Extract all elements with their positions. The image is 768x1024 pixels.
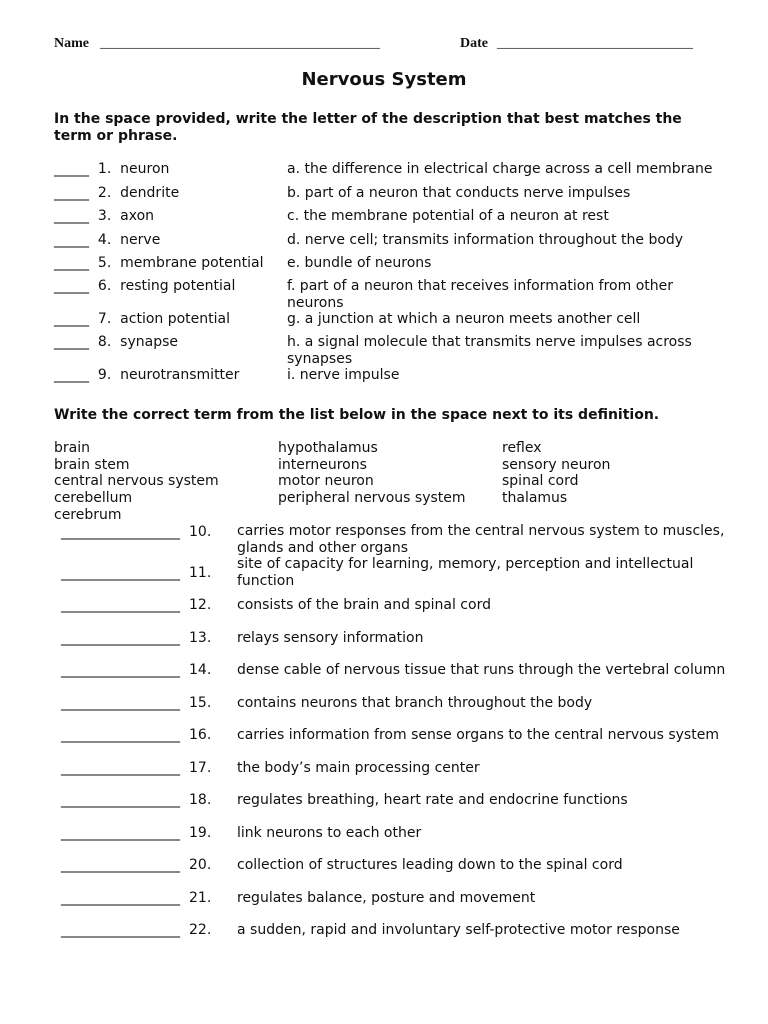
term-row bbox=[54, 367, 239, 384]
definition-text: consists of the brain and spinal cord bbox=[237, 597, 491, 613]
term-text: resting potential bbox=[120, 278, 236, 294]
answer-blank[interactable]: _____ bbox=[54, 278, 89, 294]
answer-blank[interactable]: _____ bbox=[54, 367, 89, 383]
name-label: Name bbox=[54, 36, 89, 51]
answer-blank[interactable]: _________________ bbox=[61, 727, 180, 743]
term-text: synapse bbox=[120, 334, 178, 350]
definition-text: the body’s main processing center bbox=[237, 760, 480, 776]
answer-blank[interactable]: _________________ bbox=[61, 922, 180, 938]
description-item: f. part of a neuron that receives information from other neurons bbox=[287, 278, 674, 311]
item-number: 21. bbox=[189, 890, 212, 906]
date-label: Date bbox=[460, 36, 488, 51]
definition-text: carries motor responses from the central nervous system to muscles, glands and other organs bbox=[237, 523, 725, 556]
term-row bbox=[54, 278, 235, 295]
definition-text: a sudden, rapid and involuntary self-protective motor response bbox=[237, 922, 680, 938]
answer-blank[interactable]: _________________ bbox=[61, 792, 180, 808]
term-text: dendrite bbox=[120, 185, 180, 201]
word-bank-term: brain stem bbox=[54, 457, 130, 473]
definition-text: contains neurons that branch throughout the body bbox=[237, 695, 593, 711]
definition-text: relays sensory information bbox=[237, 630, 424, 646]
answer-blank[interactable]: _________________ bbox=[61, 857, 180, 873]
term-text: nerve bbox=[120, 232, 161, 248]
term-number: 3. bbox=[97, 208, 112, 224]
word-bank-term: spinal cord bbox=[502, 473, 579, 489]
term-row bbox=[54, 185, 179, 202]
definition-text: dense cable of nervous tissue that runs through the vertebral column bbox=[237, 662, 726, 678]
term-row bbox=[54, 334, 178, 351]
definition-text: regulates breathing, heart rate and endocrine functions bbox=[237, 792, 628, 808]
definition-text: site of capacity for learning, memory, perception and intellectual function bbox=[237, 556, 694, 589]
answer-blank[interactable]: _____ bbox=[54, 334, 89, 350]
term-text: neuron bbox=[120, 161, 170, 177]
description-item: g. a junction at which a neuron meets another cell bbox=[287, 311, 641, 327]
description-item: h. a signal molecule that transmits nerve impulses across synapses bbox=[287, 334, 692, 367]
item-number: 10. bbox=[189, 524, 212, 540]
item-number: 14. bbox=[189, 662, 212, 678]
answer-blank[interactable]: _____ bbox=[54, 311, 89, 327]
term-number: 4. bbox=[97, 232, 112, 248]
word-bank-term: cerebrum bbox=[54, 507, 122, 523]
description-item: d. nerve cell; transmits information throughout the body bbox=[287, 232, 684, 248]
description-item: i. nerve impulse bbox=[287, 367, 400, 383]
term-row bbox=[54, 311, 230, 328]
answer-blank[interactable]: _____ bbox=[54, 232, 89, 248]
term-text: axon bbox=[120, 208, 155, 224]
word-bank-term: cerebellum bbox=[54, 490, 133, 506]
answer-blank[interactable]: _____ bbox=[54, 255, 89, 271]
term-row bbox=[54, 208, 154, 225]
answer-blank[interactable]: _____ bbox=[54, 208, 89, 224]
term-row bbox=[54, 161, 169, 178]
answer-blank[interactable]: _________________ bbox=[61, 565, 180, 581]
item-number: 22. bbox=[189, 922, 212, 938]
date-field[interactable]: ____________________________ bbox=[497, 36, 693, 51]
term-number: 7. bbox=[97, 311, 112, 327]
description-item: c. the membrane potential of a neuron at rest bbox=[287, 208, 609, 224]
word-bank-term: reflex bbox=[502, 440, 542, 456]
item-number: 16. bbox=[189, 727, 212, 743]
definition-text: link neurons to each other bbox=[237, 825, 422, 841]
definition-text: regulates balance, posture and movement bbox=[237, 890, 536, 906]
name-field[interactable]: ________________________________________ bbox=[100, 36, 380, 51]
term-row bbox=[54, 232, 160, 249]
item-number: 18. bbox=[189, 792, 212, 808]
answer-blank[interactable]: _________________ bbox=[61, 695, 180, 711]
word-bank-term: brain bbox=[54, 440, 90, 456]
item-number: 17. bbox=[189, 760, 212, 776]
term-number: 1. bbox=[97, 161, 112, 177]
term-text: membrane potential bbox=[120, 255, 264, 271]
term-text: neurotransmitter bbox=[120, 367, 240, 383]
term-row bbox=[54, 255, 264, 272]
term-number: 8. bbox=[97, 334, 112, 350]
word-bank-term: interneurons bbox=[278, 457, 367, 473]
answer-blank[interactable]: _________________ bbox=[61, 630, 180, 646]
item-number: 19. bbox=[189, 825, 212, 841]
answer-blank[interactable]: _________________ bbox=[61, 825, 180, 841]
page-title: Nervous System bbox=[301, 69, 467, 90]
item-number: 20. bbox=[189, 857, 212, 873]
term-number: 6. bbox=[97, 278, 112, 294]
term-text: action potential bbox=[120, 311, 230, 327]
description-item: b. part of a neuron that conducts nerve impulses bbox=[287, 185, 631, 201]
word-bank-term: sensory neuron bbox=[502, 457, 611, 473]
part1-instructions: In the space provided, write the letter of the description that best matches the term or phrase. bbox=[54, 111, 682, 144]
answer-blank[interactable]: _________________ bbox=[61, 597, 180, 613]
term-number: 9. bbox=[97, 367, 112, 383]
answer-blank[interactable]: _____ bbox=[54, 185, 89, 201]
definition-text: collection of structures leading down to the spinal cord bbox=[237, 857, 623, 873]
word-bank-term: peripheral nervous system bbox=[278, 490, 466, 506]
word-bank-term: central nervous system bbox=[54, 473, 219, 489]
item-number: 13. bbox=[189, 630, 212, 646]
word-bank-term: hypothalamus bbox=[278, 440, 378, 456]
item-number: 11. bbox=[189, 565, 212, 581]
item-number: 15. bbox=[189, 695, 212, 711]
part2-instructions: Write the correct term from the list below in the space next to its definition. bbox=[54, 407, 660, 423]
description-item: a. the difference in electrical charge across a cell membrane bbox=[287, 161, 713, 177]
item-number: 12. bbox=[189, 597, 212, 613]
answer-blank[interactable]: _________________ bbox=[61, 890, 180, 906]
definition-text: carries information from sense organs to the central nervous system bbox=[237, 727, 719, 743]
word-bank-term: thalamus bbox=[502, 490, 568, 506]
answer-blank[interactable]: _____ bbox=[54, 161, 89, 177]
term-number: 2. bbox=[97, 185, 112, 201]
term-number: 5. bbox=[97, 255, 112, 271]
answer-blank[interactable]: _________________ bbox=[61, 760, 180, 776]
word-bank-term: motor neuron bbox=[278, 473, 374, 489]
answer-blank[interactable]: _________________ bbox=[61, 662, 180, 678]
answer-blank[interactable]: _________________ bbox=[61, 524, 180, 540]
description-item: e. bundle of neurons bbox=[287, 255, 432, 271]
